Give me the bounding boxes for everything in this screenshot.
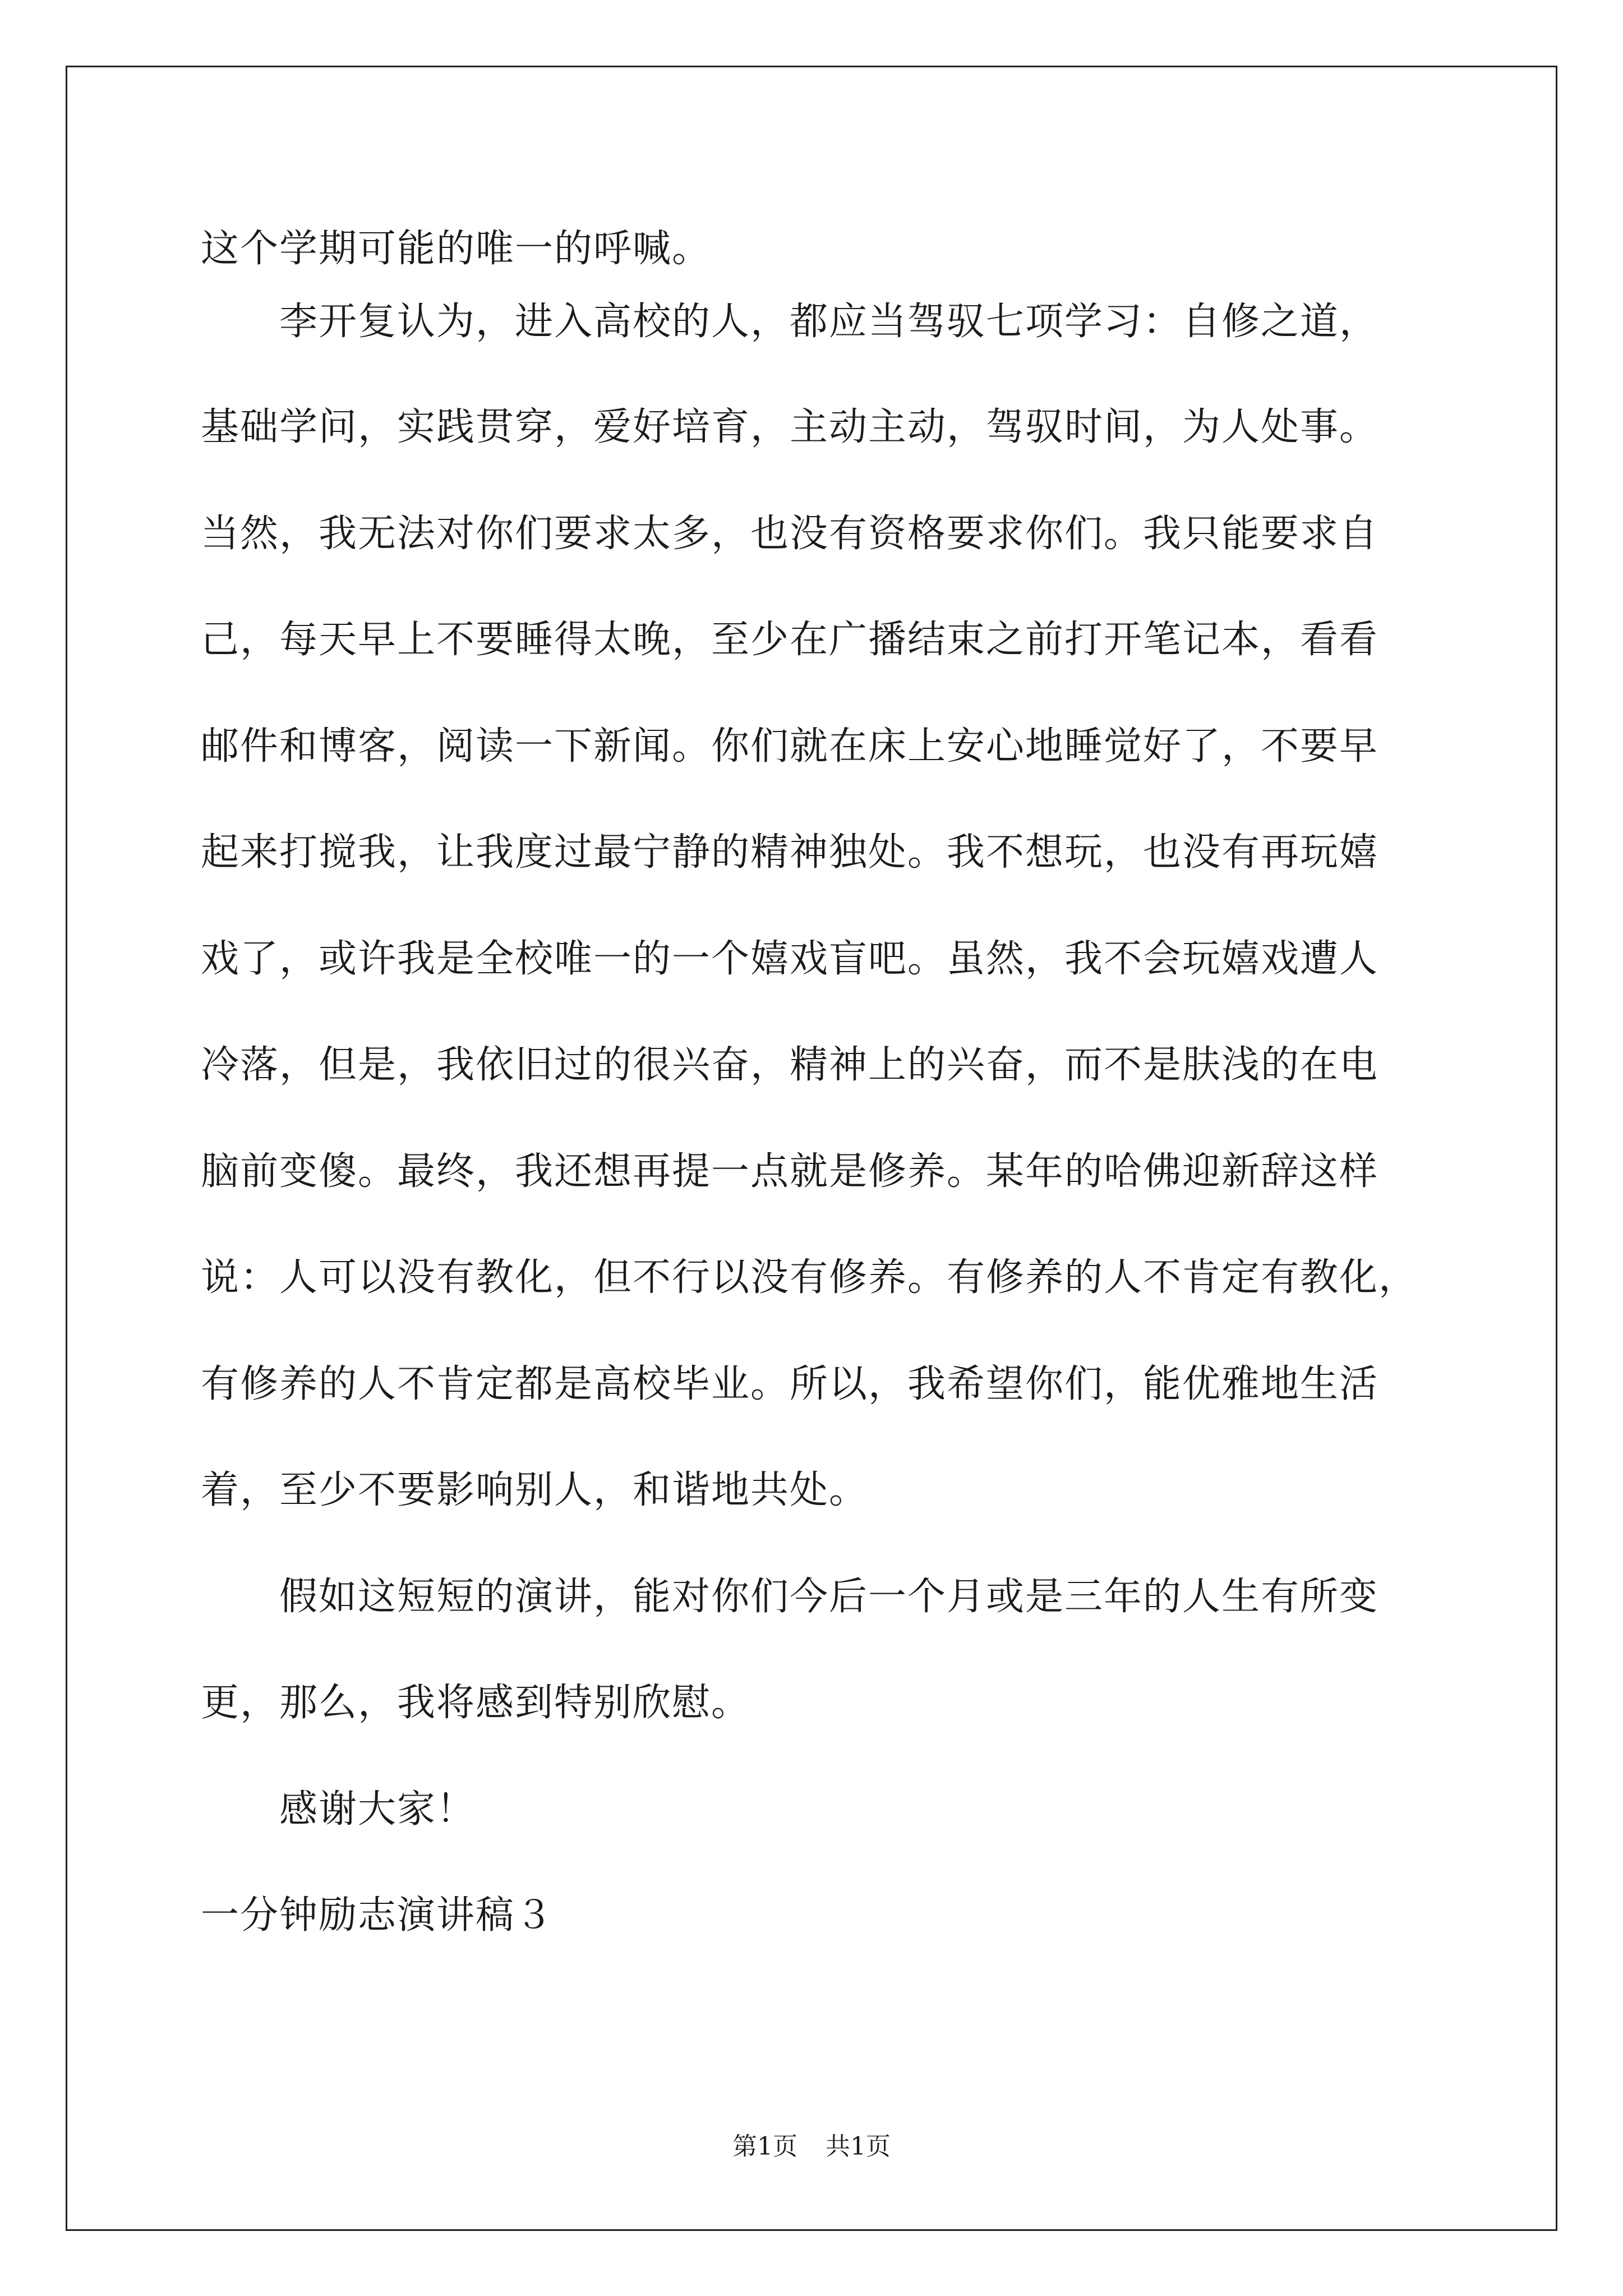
text-line: 感谢大家！ [201, 1787, 476, 1832]
section-heading: 一分钟励志演讲稿３ [201, 1893, 555, 1938]
text-line: 着，至少不要影响别人，和谐地共处。 [201, 1468, 869, 1512]
text-line: 邮件和博客，阅读一下新闻。你们就在床上安心地睡觉好了，不要早 [201, 724, 1379, 769]
text-line: 有修养的人不肯定都是高校毕业。所以，我希望你们，能优雅地生活 [201, 1362, 1379, 1406]
text-line: 脑前变傻。最终，我还想再提一点就是修养。某年的哈佛迎新辞这样 [201, 1149, 1379, 1194]
text-line: 冷落，但是，我依旧过的很兴奋，精神上的兴奋，而不是肤浅的在电 [201, 1043, 1379, 1087]
text-line: 说：人可以没有教化，但不行以没有修养。有修养的人不肯定有教化， [201, 1255, 1418, 1300]
text-line: 更，那么，我将感到特别欣慰。 [201, 1681, 751, 1725]
text-line: 己，每天早上不要睡得太晚，至少在广播结束之前打开笔记本，看看 [201, 618, 1379, 662]
text-line: 这个学期可能的唯一的呼喊。 [201, 227, 712, 271]
page-footer [0, 2126, 1623, 2162]
page-total: 共1页 [826, 2132, 891, 2161]
page-number: 第1页 [732, 2132, 797, 2161]
text-line: 戏了，或许我是全校唯一的一个嬉戏盲吧。虽然，我不会玩嬉戏遭人 [201, 937, 1379, 981]
text-line: 假如这短短的演讲，能对你们今后一个月或是三年的人生有所变 [201, 1575, 1379, 1619]
text-line: 李开复认为，进入高校的人，都应当驾驭七项学习：自修之道， [201, 300, 1379, 344]
text-line: 基础学问，实践贯穿，爱好培育，主动主动，驾驭时间，为人处事。 [201, 405, 1379, 449]
text-line: 当然，我无法对你们要求太多，也没有资格要求你们。我只能要求自 [201, 512, 1379, 556]
text-line: 起来打搅我，让我度过最宁静的精神独处。我不想玩，也没有再玩嬉 [201, 830, 1379, 875]
